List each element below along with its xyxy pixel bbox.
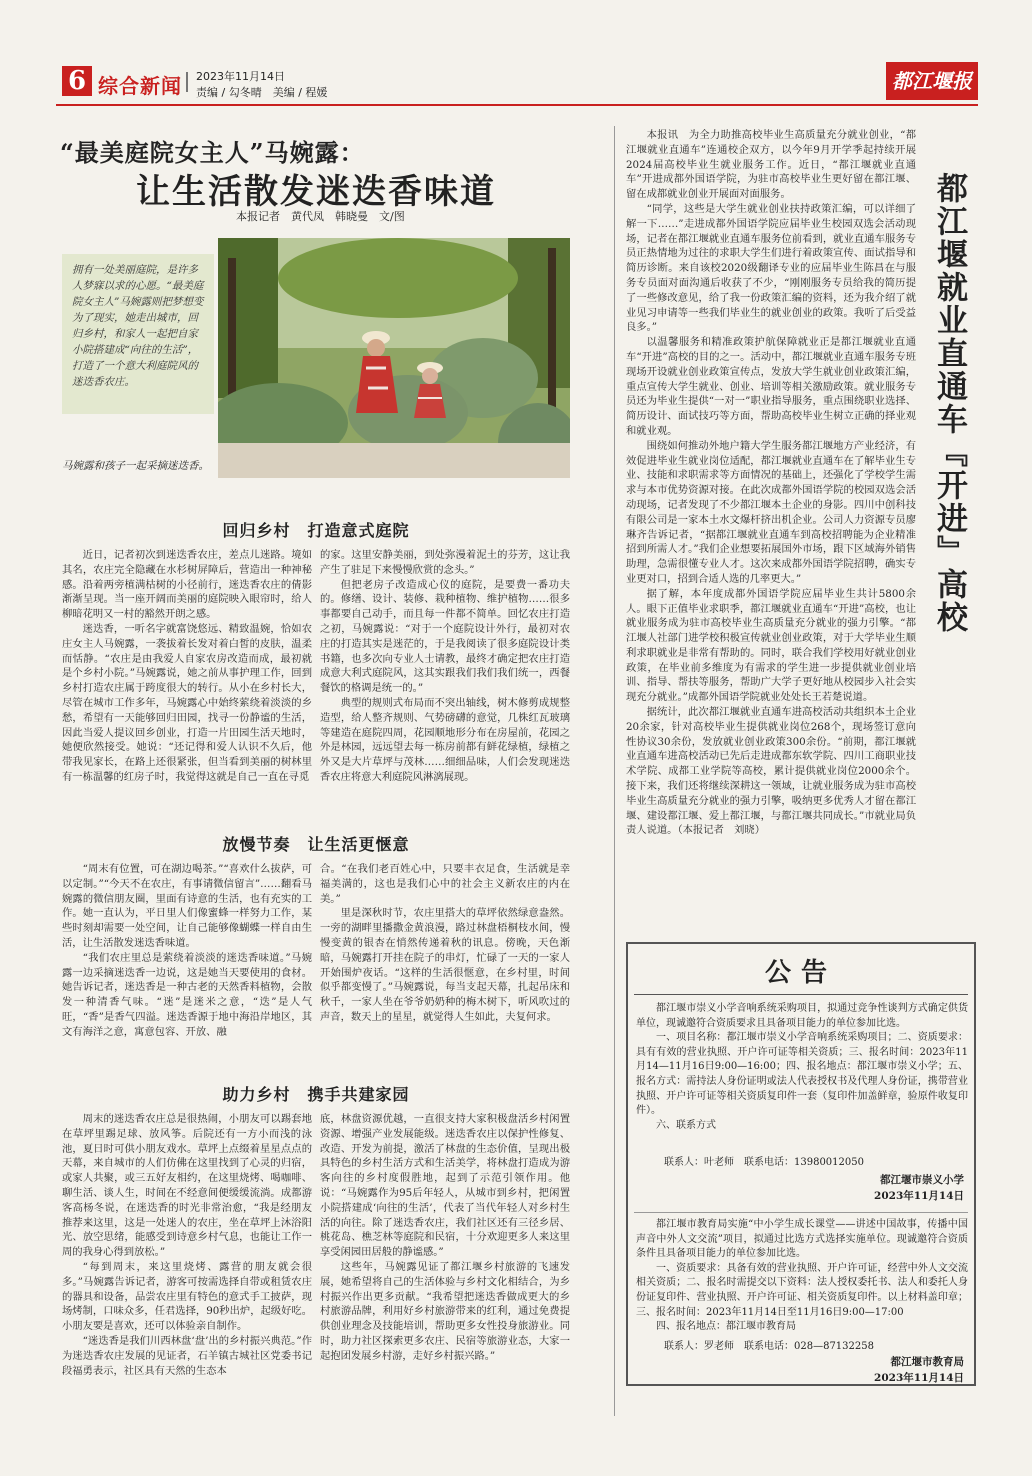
- newspaper-logo: 都江堰报: [886, 62, 978, 100]
- paragraph: “迷迭香是我们川西林盘‘盘’出的乡村振兴典范。”作为迷迭香农庄发展的见证者，石羊镇古城社区党委书记段福勇表示，社区具有天然的生态本: [62, 1334, 312, 1377]
- employment-vertical-title: 都江堰就业直通车『开进』高校: [931, 172, 967, 634]
- notice-2-signature: [874, 1354, 964, 1386]
- paragraph: 都江堰市教育局实施“中小学生成长课堂——讲述中国故事，传播中国声音中外人文交流”项目，拟通过比选方式选择实施单位。现诚邀符合资质条件且具备项目能力的单位参加比选。: [636, 1219, 968, 1260]
- paragraph: 四、报名地点：都江堰市教育局: [656, 1321, 796, 1333]
- section-3-column-1: [62, 1112, 312, 1412]
- notice-2-date: 2023年11月14日: [874, 1372, 964, 1384]
- notice-1-body: [636, 1002, 968, 1133]
- notice-2-org: 都江堰市教育局: [890, 1356, 964, 1368]
- photo-caption: 马婉露和孩子一起采摘迷迭香。: [62, 460, 209, 472]
- column-divider: [614, 126, 615, 1416]
- paragraph: 合。“在我们老百姓心中，只要丰衣足食，生活就是幸福美满的，这也是我们心中的社会主义新农庄的内在美。”: [320, 863, 570, 905]
- paragraph: 本报讯 为全力助推高校毕业生高质量充分就业创业，“都江堰就业直通车”连通校企双方，以今年9月开学季起持续开展2024届高校毕业生就业服务工作。近日，“都江堰就业直通车”开进成都外国语学院，为驻市高校毕业生更好留在都江堰、留在成都就业创业开展面对面服务。: [626, 129, 916, 201]
- section-2-column-1: [62, 862, 312, 1052]
- paragraph: 里是深秋时节，农庄里搭大的草坪依然绿意盎然。一旁的湖畔里播撒金黄浪漫，路过林盘梧桐枝水间，慢慢变黄的银杏在悄然传递着秋的讯息。傍晚，天色渐暗，马婉露打开挂在院子的串灯，忙碌了一天的一家人开始围炉夜话。“这样的生活很惬意，在乡村里，时间似乎都变慢了。”马婉露说，每当支起天幕，扎起吊床和秋千，一家人坐在爷爷奶奶种的梅木树下，听风吹过的声音，数天上的星星，就觉得人生如此，夫复何求。: [320, 907, 570, 1023]
- notice-1-date: 2023年11月14日: [874, 1190, 964, 1202]
- page-header: [56, 62, 978, 102]
- employment-article: [626, 128, 916, 928]
- notice-2-contact: 联系人：罗老师 联系电话：028—87132258: [664, 1341, 874, 1352]
- paragraph: “同学，这些是大学生就业创业扶持政策汇编，可以详细了解一下……”走进成都外国语学院应届毕业生校园双选会活动现场，记者在都江堰就业直通车服务位前看到，就业直通车服务专员正热情地为过往的求职大学生们进行着政策宣传、面试指导和简历诊断。来自该校2020级翻译专业的应届毕业生陈昌在与服务专员面对面沟通后收获了不少，“刚刚服务专员给我的简历提了一些修改意见，给了我一份政策汇编的资料，还为我介绍了就业见习申请等一些我们毕业生的就业创业的政策。我听了后受益良多。”: [626, 202, 916, 334]
- feature-byline: 本报记者 黄代凤 韩晓曼 文/图: [236, 210, 405, 223]
- notice-1-contact: 联系人：叶老师 联系电话：13980012050: [664, 1157, 864, 1168]
- paragraph: 近日，记者初次到迷迭香农庄，差点儿迷路。境如其名，农庄完全隐藏在水杉树屏障后，营造出一种神秘感。沿着两旁植满枯树的小径前行，迷迭香农庄的倩影渐渐呈现。当一座开阔而美丽的庭院映入眼帘时，给人柳暗花明又一村的豁然开朗之感。: [62, 549, 312, 621]
- paragraph: “每到周末，来这里烧烤、露营的朋友就会很多。”马婉露告诉记者，游客可按需选择自带或租赁农庄的器具和设备，品尝农庄里有特色的意式手工披萨，现场烤制，口味众多，任君选择，90秒出炉，起级好吃。小朋友要是喜欢，还可以体验亲自制作。: [62, 1260, 312, 1333]
- paragraph: 迷迭香，一听名字就富饶悠远、精致温婉，恰如农庄女主人马婉露，一袭拔着长发对着白皙的皮肤，温柔而恬静。“农庄是由我爱人自家农房改造而成，最初就是个乡村小院。”马婉露说，她之前从事护理工作，回到乡村打造农庄属于跨度很大的转行。从小在乡村长大，尽管在城市工作多年，马婉露心中始终萦绕着淡淡的乡愁，希望有一天能够回归田园，找寻一份静谧的生活，因此当爱人提议回乡创业，打造一片田园生活天地时，她便欣然接受。她说：“还记得和爱人认识不久后，他带我见家长，在路上还很紧张，但当看到美丽的树林里有一栋温馨的红房子时，我觉得这就是自己一直在寻觅: [62, 622, 312, 783]
- paragraph: 但把老房子改造成心仪的庭院，是要费一番功夫的。修缮、设计、装修、栽种植物、维护植物……很多事都要自己动手，而且每一件都不简单。回忆农庄打造之初，马婉露说：“对于一个庭院设计外行，最初对农庄的打造其实是迷茫的，于是我阅读了很多庭院设计类书籍，也多次向专业人士请教，最终才确定把农庄打造成意大利式庭院风，这其实跟我们我们我们统一，西餐餐饮的格调是统一的。”: [320, 578, 570, 695]
- paragraph: 的家。这里安静美丽，到处弥漫着泥土的芬芳，这让我产生了驻足下来慢慢欣赏的念头。”: [320, 549, 570, 576]
- feature-intro: 拥有一处美丽庭院，是许多人梦寐以求的心愿。“最美庭院女主人”马婉露则把梦想变为了现实，她走出城市，回归乡村，和家人一起把自家小院搭建成“向往的生活”，打造了一个意大利庭院风的迷迭香农庄。: [62, 254, 214, 414]
- section-heading-1: 回归乡村 打造意式庭院: [222, 521, 410, 540]
- notice-box: [626, 942, 976, 1386]
- paragraph: 围绕如何推动外地户籍大学生服务都江堰地方产业经济，有效促进毕业生就业岗位适配，都江堰就业直通车在了解毕业生专业、技能和求职需求等方面情况的基础上，还强化了学校学生需求与本市优势资源对接。在此次成都外国语学院的校园双选会活动现场，记者发现了不少都江堰本土企业的身影。四川中创科技有限公司是一家本土水文爆杆挤出机企业。公司人力资源专员廖琳齐告诉记者，“据都江堰就业直通车到高校招聘能为企业精准招到所需人才。”我们企业想要拓展国外市场，跟下区域海外销售助理，急需很懂专业人才。这次来成都外国语学院招聘，确实专业更对口，招到合适人选的几率更大。”: [626, 439, 916, 585]
- paragraph: 以温馨服务和精准政策护航保障就业正是都江堰就业直通车“开进”高校的目的之一。活动中，都江堰就业直通车服务专班现场开设就业创业政策宣传点，发放大学生就业创业政策汇编，重点宣传大学生就业、创业、培训等相关激励政策。就业服务专员还为毕业生提供“一对一”职业指导服务，重点围绕职业选择、简历设计、面试技巧等方面，帮助高校毕业生树立正确的择业观和就业观。: [626, 336, 916, 437]
- issue-date: 2023年11月14日: [196, 70, 285, 83]
- section-2-column-2: [320, 862, 570, 1052]
- section-1-column-1: [62, 548, 312, 824]
- editors-line: 责编 / 勾冬晴 美编 / 程媛: [196, 86, 328, 99]
- feature-photo: [218, 238, 570, 478]
- paragraph: 都江堰市崇义小学音响系统采购项目，拟通过竞争性谈判方式确定供货单位，现诚邀符合资质要求且具备项目能力的单位参加比选。: [636, 1003, 968, 1029]
- section-heading-2: 放慢节奏 让生活更惬意: [222, 835, 410, 854]
- paragraph: 据了解，本年度成都外国语学院应届毕业生共计5800余人。眼下正值毕业求职季，都江堰就业直通车“开进”高校，也让就业服务成为驻市高校毕业生高质量充分就业的强力引擎。“都江堰人社部门进学校积极宣传就业创业政策，对于大学毕业生顺利求职就业是非常有帮助的。同时，联合我们学校用好就业创业政策，在毕业前多维度为有需求的学生进一步提供就业创业培训、指导、帮扶等服务，帮助广大学子更好地从校园步入社会实现充分就业。”成都外国语学院就业处处长王若楚说道。: [626, 587, 916, 704]
- section-1-column-2: [320, 548, 570, 824]
- section-3-column-2: [320, 1112, 570, 1412]
- page-number: 6: [62, 66, 92, 96]
- notice-title: 公告: [764, 958, 837, 988]
- notice-1-org: 都江堰市崇义小学: [880, 1174, 964, 1186]
- header-divider: [186, 72, 188, 92]
- header-rule: [56, 104, 978, 106]
- paragraph: 据统计，此次都江堰就业直通车进高校活动共组织本土企业20余家，针对高校毕业生提供就业岗位268个，现场签订意向性协议30余份，发放就业创业政策300余份。“前期，都江堰就业直通车进高校活动已先后走进成都东软学院、四川工商职业技术学院、成都工业学院等高校，累计提供就业岗位2000余个。接下来，我们还将继续深耕这一领域，让就业服务成为驻市高校毕业生高质量充分就业的强力引擎，吸纳更多优秀人才留在都江堰、建设都江堰、爱上都江堰，与都江堰共同成长。”市就业局负责人说道。（本报记者 刘晓）: [626, 706, 916, 837]
- paragraph: 周末的迷迭香农庄总是很热闹，小朋友可以踢套地在草坪里踢足球、放风筝。后院还有一方小而浅的泳池，夏日时可供小朋友戏水。草坪上点缀着星星点点的天幕，来自城市的人们仿佛在这里找到了心灵的归宿，或家人共聚，或三五好友相约，在这里烧烤、喝咖啡、聊生活、谈人生，时间在不经意间便缓缓流淌。成都游客高杨冬说，在迷迭香的时光非常治愈，“我是经朋友推荐来这里，这是一处迷人的农庄，坐在草坪上沐浴阳光、放空思绪，能感受到诗意乡村气息，也能让工作一周的我身心得到放松。”: [62, 1113, 312, 1259]
- section-heading-3: 助力乡村 携手共建家园: [222, 1085, 410, 1104]
- notice-separator: [634, 1212, 968, 1213]
- notice-divider: [634, 994, 968, 995]
- section-name: 综合新闻: [98, 74, 182, 98]
- garden-photo-illustration: [218, 238, 570, 478]
- notice-2-body: [636, 1218, 968, 1335]
- notice-1-signature: [874, 1172, 964, 1204]
- feature-kicker: “最美庭院女主人”马婉露：: [60, 138, 365, 167]
- paragraph: 六、联系方式: [656, 1119, 716, 1131]
- paragraph: 一、资质要求：具备有效的营业执照、开户许可证，经营中外人文交流相关资质；二、报名时需提交以下资料：法人授权委托书、法人和委托人身份证复印件、营业执照、开户许可证、相关资质复印件。以上材料盖印章；三、报名时间：2023年11月14日至11月16日9:00—17:00: [636, 1262, 968, 1318]
- paragraph: 底，林盘资源优越，一直很支持大家积极盘活乡村闲置资源、增强产业发展能级。迷迭香农庄以保护性修复、改造、开发为前提，激活了林盘的生态价值，呈现出极具特色的乡村生活方式和生活美学，将林盘打造成为游客向往的乡村度假胜地，起到了示范引领作用。他说：“马婉露作为95后年轻人，从城市到乡村，把闲置小院搭建成‘向往的生活’，代表了当代年轻人对乡村生活的向往。除了迷迭香农庄，我们社区还有三径乡居、桃花岛、樵芝林等庭院和民宿，十分欢迎更多人来这里享受闲园田居般的静谧感。”: [320, 1113, 570, 1259]
- paragraph: 一、项目名称：都江堰市崇义小学音响系统采购项目；二、资质要求：具有有效的营业执照、开户许可证等相关资质；三、报名时间：2023年11月14—11月16日9:00—16:00；四、报名地点：都江堰市崇义小学；五、报名方式：需持法人身份证明或法人代表授权书及代理人身份证，携带营业执照、开户许可证等相关资质复印件一套（复印件加盖鲜章，验原件收复印件）。: [636, 1032, 968, 1117]
- paragraph: 这些年，马婉露见证了都江堰乡村旅游的飞速发展，她希望将自己的生活体验与乡村文化相结合，为乡村振兴作出更多贡献。“我希望把迷迭香做成更大的乡村旅游品牌，利用好乡村旅游带来的红利，通过免费提供创业理念及技能培训，帮助更多女性投身旅游业。同时，助力社区探索更多农庄、民宿等旅游业态，大家一起抱团发展乡村游，走好乡村振兴路。”: [320, 1260, 570, 1362]
- paragraph: “我们农庄里总是萦绕着淡淡的迷迭香味道。”马婉露一边采摘迷迭香一边说，这是她当天要使用的食材。她告诉记者，迷迭香是一种古老的天然香料植物，会散发一种清香气味。“迷”是迷米之意，“迭”是人气旺，“香”是香气四溢。迷迭香源于地中海沿岸地区，其文有海洋之意，寓意包容、开放、融: [62, 951, 312, 1038]
- feature-title: 让生活散发迷迭香味道: [136, 172, 496, 212]
- paragraph: “周末有位置，可在湖边喝茶。”“喜欢什么拔萨，可以定制。”“今天不在农庄，有事请微信留言”……翻看马婉露的微信朋友圈，里面有诗意的生活，也有充实的工作。她一直认为，平日里人们像蜜蜂一样努力工作，某些时刻却需要一处空间，让自己能够像蝴蝶一样自由生活，让生活散发迷迭香味道。: [62, 863, 312, 949]
- paragraph: 典型的规则式布局而不突出轴线，树木修剪成规整造型，给人整齐规则、气势磅礴的意觉，几株红瓦玻璃等建造在庭院四周，花园顺地形分布在房屋前，花园之外是林园，远远望去每一栋房前都有鲜花绿植，绿植之外又是大片草坪与茂林……细细品味，人们会发现迷迭香农庄将意大利庭院风淋漓展现。: [320, 696, 570, 783]
